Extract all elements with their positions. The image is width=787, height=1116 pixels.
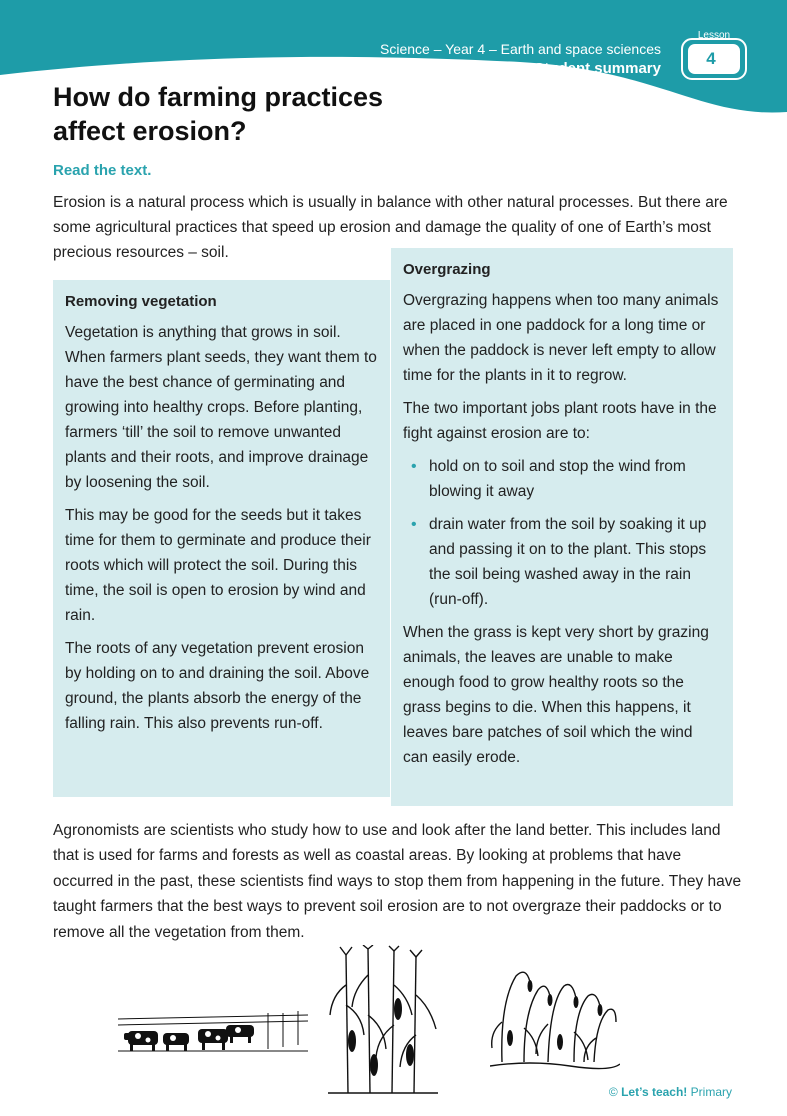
list-item: • hold on to soil and stop the wind from blowing it away [429,454,721,504]
doc-type: Student summary [534,60,661,77]
lesson-label: Lesson [697,30,731,41]
cows-grazing-illustration [118,1005,310,1057]
removing-vegetation-paragraph: Vegetation is anything that grows in soil. When farmers plant seeds, they want them to have the best chance of germinating and growing into healthy crops. Before planting, farmers ‘till’ the soil to remove unwanted plants and their roots, and improve drainage by loosening the soil. [65,324,377,491]
roots-jobs-list [403,454,721,612]
removing-vegetation-box [53,280,390,797]
lesson-number: 4 [706,49,716,68]
page-title [53,80,453,148]
copyright-symbol: © [608,1085,618,1099]
healthy-corn-illustration [328,945,440,1095]
brand-suffix: Primary [690,1085,732,1099]
overgrazing-paragraph: The two important jobs plant roots have in the fight against erosion are to: [403,400,717,442]
instruction: Read the text. [53,162,152,179]
removing-vegetation-paragraph: The roots of any vegetation prevent erosion by holding on to and draining the soil. Above ground, the plants absorb the energy of the falling rain. This also prevents run-off. [65,640,370,732]
overgrazing-paragraph: Overgrazing happens when too many animals are placed in one paddock for a long time or when the paddock is never left empty to allow time for the plants in it to regrow. [403,292,719,384]
intro-paragraph: Erosion is a natural process which is usually in balance with other natural processes. But there are some agricultural practices that speed up erosion and damage the quality of one of Earth’s most precious resources – soil. [53,194,728,261]
overgrazing-closing: When the grass is kept very short by grazing animals, the leaves are unable to make enough food to grow healthy roots so the grass begins to die. When this happens, it leaves bare patches of soil which the wind can easily erode. [403,624,709,766]
overgrazing-heading: Overgrazing [403,261,491,278]
bullet-icon: • [411,516,417,533]
outro-paragraph: Agronomists are scientists who study how to use and look after the land better. This includes land that is used for farms and forests as well as coastal areas. By looking at problems that have occurred in the past, these scientists find ways to stop them from happening in the future. They have taught farmers that the best ways to prevent soil erosion are to not overgraze their paddocks or to remove all the vegetation from them. [53,822,742,941]
overgrazing-box [391,248,733,806]
title-line-2: affect erosion? [53,116,247,146]
list-item: • drain water from the soil by soaking it up and passing it on to the plant. This stops the soil being washed away in the rain (run-off). [429,512,721,612]
brand-name: Let’s teach! [621,1085,688,1099]
removing-vegetation-heading: Removing vegetation [65,293,217,310]
title-line-1: How do farming practices [53,82,384,112]
wilting-corn-illustration [490,962,620,1074]
subject-line: Science – Year 4 – Earth and space sciences [380,41,661,57]
removing-vegetation-paragraph: This may be good for the seeds but it takes time for them to germinate and produce their roots which will protect the soil. During this time, the soil is open to erosion by wind and rain. [65,507,371,624]
footer-credit [609,1085,732,1099]
bullet-icon: • [411,458,417,475]
